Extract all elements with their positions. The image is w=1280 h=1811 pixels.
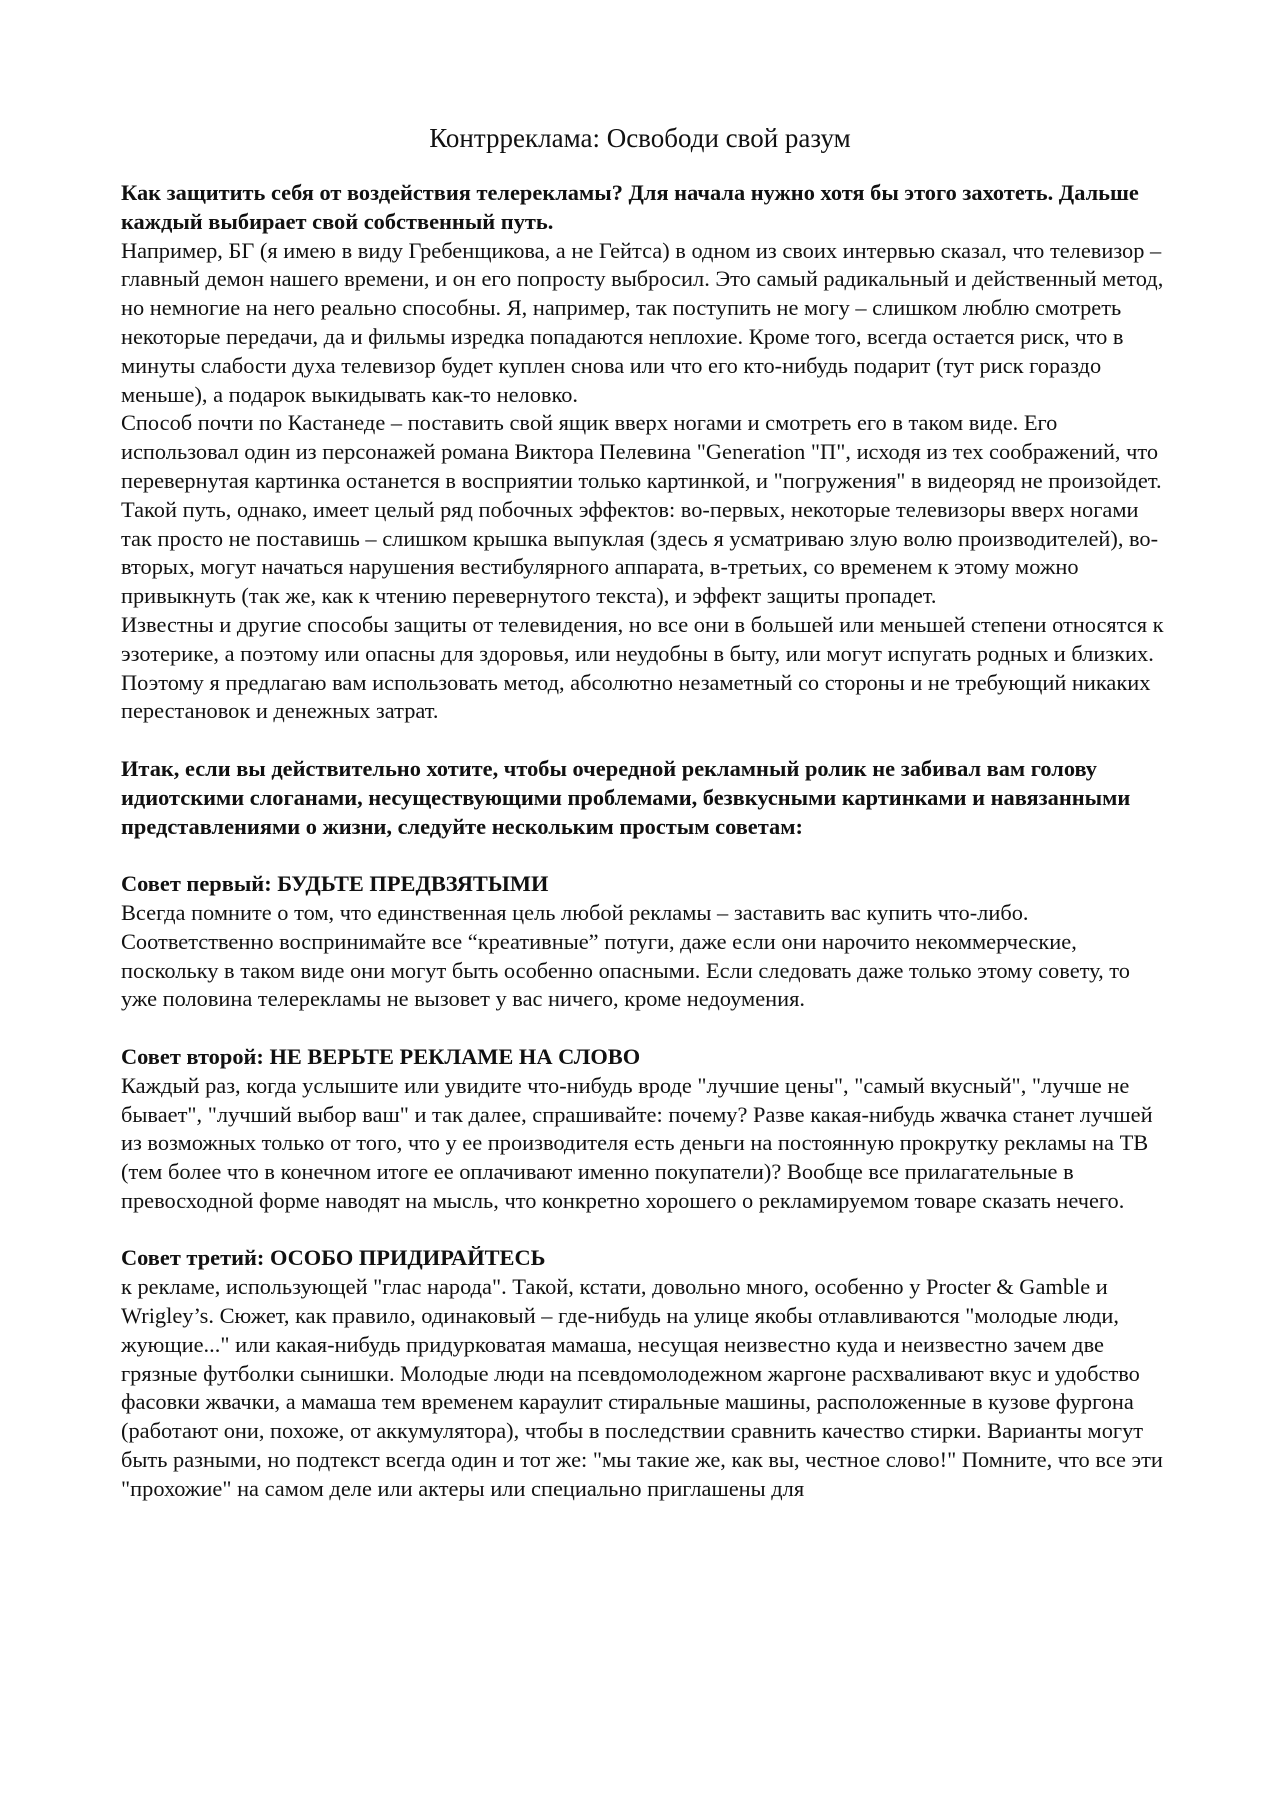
page-title: Контрреклама: Освободи свой разум [429, 123, 851, 153]
spacer [121, 1216, 1171, 1245]
tip-heading-1: Совет первый: БУДЬТЕ ПРЕДВЗЯТЫМИ [121, 871, 549, 897]
spacer [121, 841, 1171, 870]
tip-body-3: к рекламе, использующей "глас народа". Такой, кстати, довольно много, особенно у Procter & Gamble и Wrigley’s. Сюжет, как правило, одинаковый – где-нибудь на улице якобы отлавливаются "молодые люди, жующие..." или какая-нибудь придурковатая мамаша, несущая неизвестно куда и неизвестно зачем две грязные футболки сынишки. Молодые люди на псевдомолодежном жаргоне расхваливают вкус и удобство фасовки жвачки, а мамаша тем временем караулит стиральные машины, расположенные в кузове фургона (работают они, похоже, от аккумулятора), чтобы в последствии сравнить качество стирки. Варианты могут быть разными, но подтекст всегда один и тот же: "мы такие же, как вы, честное слово!" Помните, что все эти "прохожие" на самом деле или актеры или специально приглашены для [121, 1274, 1163, 1501]
spacer [121, 726, 1171, 755]
lead-paragraph: Итак, если вы действительно хотите, чтобы очередной рекламный ролик не забивал вам голову идиотскими слоганами, несуществующими проблемами, безвкусными картинками и навязанными представлениями о жизни, следуйте нескольким простым советам: [121, 755, 1131, 839]
tip-body-2: Каждый раз, когда услышите или увидите что-нибудь вроде "лучшие цены", "самый вкусный", "лучше не бывает", "лучший выбор ваш" и так далее, спрашивайте: почему? Разве какая-нибудь жвачка станет лучшей из возможных только от того, что у ее производителя есть деньги на постоянную прокрутку рекламы на ТВ (тем более что в конечном итоге ее оплачивают именно покупатели)? Вообще все прилагательные в превосходной форме наводят на мысль, что конкретно хорошего о рекламируемом товаре сказать нечего. [121, 1072, 1153, 1213]
tip-heading-3: Совет третий: ОСОБО ПРИДИРАЙТЕСЬ [121, 1245, 546, 1271]
intro-paragraph: Как защитить себя от воздействия телерекламы? Для начала нужно хотя бы этого захотеть. Дальше каждый выбирает свой собственный путь. [121, 180, 1139, 234]
spacer [121, 1014, 1171, 1043]
tip-body-1: Всегда помните о том, что единственная цель любой рекламы – заставить вас купить что-либо. Соответственно воспринимайте все “креативные” потуги, даже если они нарочито некоммерческие, поскольку в таком виде они могут быть особенно опасными. Если следовать даже только этому совету, то уже половина телерекламы не вызовет у вас ничего, кроме недоумения. [121, 899, 1130, 1012]
tip-heading-2: Совет второй: НЕ ВЕРЬТЕ РЕКЛАМЕ НА СЛОВО [121, 1043, 641, 1069]
paragraph-1: Например, БГ (я имею в виду Гребенщикова, а не Гейтса) в одном из своих интервью сказал, что телевизор – главный демон нашего времени, и он его попросту выбросил. Это самый радикальный и действенный метод, но немногие на него реально способны. Я, например, так поступить не могу – слишком люблю смотреть некоторые передачи, да и фильмы изредка попадаются неплохие. Кроме того, всегда остается риск, что в минуты слабости духа телевизор будет куплен снова или что его кто-нибудь подарит (тут риск гораздо меньше), а подарок выкидывать как-то неловко. [121, 237, 1164, 407]
paragraph-3: Известны и другие способы защиты от телевидения, но все они в большей или меньшей степени относятся к эзотерике, а поэтому или опасны для здоровья, или неудобны в быту, или могут испугать родных и близких. Поэтому я предлагаю вам использовать метод, абсолютно незаметный со стороны и не требующий никаких перестановок и денежных затрат. [121, 611, 1164, 724]
article-body [121, 179, 1171, 1504]
paragraph-2: Способ почти по Кастанеде – поставить свой ящик вверх ногами и смотреть его в таком виде. Его использовал один из персонажей романа Виктора Пелевина "Generation "П", исходя из тех соображений, что перевернутая картинка останется в восприятии только картинкой, и "погружения" в видеоряд не произойдет. Такой путь, однако, имеет целый ряд побочных эффектов: во-первых, некоторые телевизоры вверх ногами так просто не поставишь – слишком крышка выпуклая (здесь я усматриваю злую волю производителей), во-вторых, могут начаться нарушения вестибулярного аппарата, в-третьих, со временем к этому можно привыкнуть (так же, как к чтению перевернутого текста), и эффект защиты пропадет. [121, 410, 1162, 609]
